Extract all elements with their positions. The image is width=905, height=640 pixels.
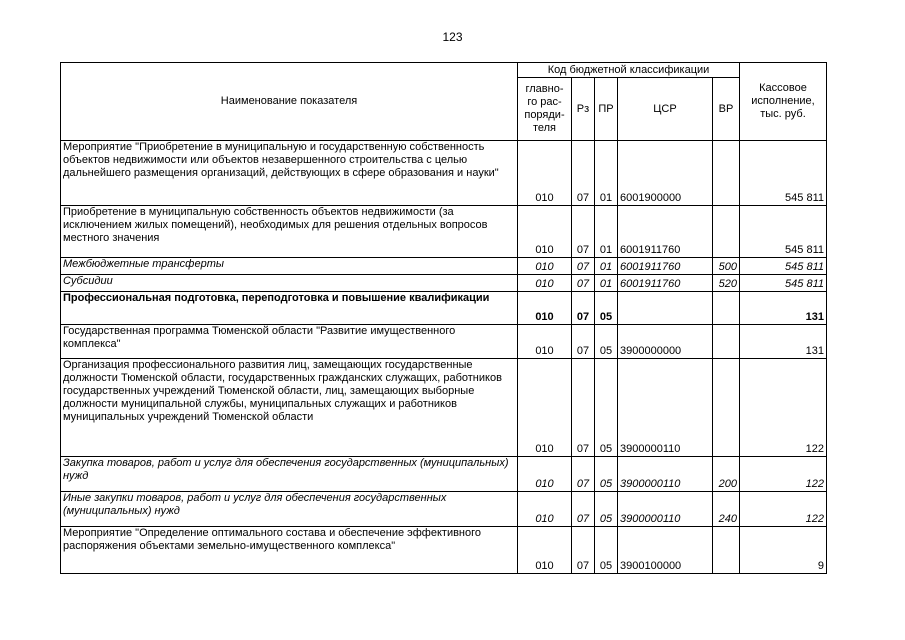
row-rz-code: 07 bbox=[572, 141, 595, 206]
row-rz-code: 07 bbox=[572, 206, 595, 258]
row-csr-code: 3900000110 bbox=[618, 492, 713, 527]
row-gr-code: 010 bbox=[518, 527, 572, 574]
table-row bbox=[61, 457, 827, 492]
row-gr-code: 010 bbox=[518, 258, 572, 275]
row-amount: 131 bbox=[740, 292, 827, 325]
table-row bbox=[61, 141, 827, 206]
row-rz-code: 07 bbox=[572, 359, 595, 457]
row-vr-code: 500 bbox=[713, 258, 740, 275]
row-csr-code: 6001911760 bbox=[618, 258, 713, 275]
row-csr-code: 3900000110 bbox=[618, 359, 713, 457]
row-pr-code: 05 bbox=[595, 292, 618, 325]
row-pr-code: 05 bbox=[595, 457, 618, 492]
row-rz-code: 07 bbox=[572, 492, 595, 527]
row-name: Межбюджетные трансферты bbox=[61, 258, 518, 275]
table-row bbox=[61, 275, 827, 292]
row-amount: 545 811 bbox=[740, 141, 827, 206]
row-csr-code: 6001911760 bbox=[618, 206, 713, 258]
row-csr-code: 6001900000 bbox=[618, 141, 713, 206]
row-vr-code bbox=[713, 292, 740, 325]
header-vr: ВР bbox=[713, 78, 740, 141]
row-name: Государственная программа Тюменской области "Развитие имущественного комплекса" bbox=[61, 325, 518, 359]
row-amount: 122 bbox=[740, 492, 827, 527]
row-amount: 545 811 bbox=[740, 206, 827, 258]
row-name: Иные закупки товаров, работ и услуг для обеспечения государственных (муниципальных) нужд bbox=[61, 492, 518, 527]
row-name: Мероприятие "Определение оптимального состава и обеспечение эффективного распоряжения объектами земельно-имущественного комплекса" bbox=[61, 527, 518, 574]
row-rz-code: 07 bbox=[572, 457, 595, 492]
row-pr-code: 01 bbox=[595, 275, 618, 292]
row-name: Организация профессионального развития лиц, замещающих государственные должности Тюменской области, государственных гражданских служащих, работников государственных учреждений Тюменской области, лиц, замещающих выборные должности муниципальной службы, муниципальных служащих и работников муниципальных учреждений Тюменской области bbox=[61, 359, 518, 457]
row-vr-code: 240 bbox=[713, 492, 740, 527]
row-gr-code: 010 bbox=[518, 359, 572, 457]
row-gr-code: 010 bbox=[518, 457, 572, 492]
row-rz-code: 07 bbox=[572, 258, 595, 275]
row-gr-code: 010 bbox=[518, 275, 572, 292]
row-name: Мероприятие "Приобретение в муниципальную и государственную собственность объектов недвижимости или объектов незавершенного строительства с целью дальнейшего размещения организаций, действующих в сфере образования и науки" bbox=[61, 141, 518, 206]
row-amount: 545 811 bbox=[740, 258, 827, 275]
row-amount: 9 bbox=[740, 527, 827, 574]
row-amount: 131 bbox=[740, 325, 827, 359]
row-gr-code: 010 bbox=[518, 141, 572, 206]
table-row bbox=[61, 206, 827, 258]
row-amount: 122 bbox=[740, 359, 827, 457]
row-gr-code: 010 bbox=[518, 292, 572, 325]
page-number: 123 bbox=[442, 30, 463, 44]
row-name: Закупка товаров, работ и услуг для обеспечения государственных (муниципальных) нужд bbox=[61, 457, 518, 492]
row-pr-code: 01 bbox=[595, 141, 618, 206]
table-row bbox=[61, 492, 827, 527]
row-amount: 122 bbox=[740, 457, 827, 492]
table-row bbox=[61, 359, 827, 457]
row-vr-code bbox=[713, 206, 740, 258]
row-pr-code: 01 bbox=[595, 206, 618, 258]
row-pr-code: 05 bbox=[595, 527, 618, 574]
row-vr-code bbox=[713, 325, 740, 359]
row-rz-code: 07 bbox=[572, 292, 595, 325]
row-rz-code: 07 bbox=[572, 275, 595, 292]
row-vr-code bbox=[713, 141, 740, 206]
header-pr: ПР bbox=[595, 78, 618, 141]
row-gr-code: 010 bbox=[518, 492, 572, 527]
row-pr-code: 05 bbox=[595, 325, 618, 359]
header-budget-code: Код бюджетной классификации bbox=[518, 63, 740, 78]
row-pr-code: 05 bbox=[595, 359, 618, 457]
row-vr-code: 520 bbox=[713, 275, 740, 292]
row-gr-code: 010 bbox=[518, 206, 572, 258]
table-row bbox=[61, 292, 827, 325]
row-vr-code bbox=[713, 359, 740, 457]
row-rz-code: 07 bbox=[572, 325, 595, 359]
row-gr-code: 010 bbox=[518, 325, 572, 359]
row-csr-code: 3900000110 bbox=[618, 457, 713, 492]
row-csr-code: 3900000000 bbox=[618, 325, 713, 359]
table-row bbox=[61, 527, 827, 574]
row-name: Субсидии bbox=[61, 275, 518, 292]
row-csr-code: 3900100000 bbox=[618, 527, 713, 574]
table-row bbox=[61, 325, 827, 359]
table-body bbox=[61, 141, 827, 574]
header-csr: ЦСР bbox=[618, 78, 713, 141]
row-csr-code bbox=[618, 292, 713, 325]
header-glavn: главно-го рас-поряди-теля bbox=[518, 78, 572, 141]
table-row bbox=[61, 258, 827, 275]
row-rz-code: 07 bbox=[572, 527, 595, 574]
row-vr-code bbox=[713, 527, 740, 574]
row-pr-code: 05 bbox=[595, 492, 618, 527]
row-name: Приобретение в муниципальную собственность объектов недвижимости (за исключением жилых помещений), необходимых для решения отдельных вопросов местного значения bbox=[61, 206, 518, 258]
row-name: Профессиональная подготовка, переподготовка и повышение квалификации bbox=[61, 292, 518, 325]
row-vr-code: 200 bbox=[713, 457, 740, 492]
row-amount: 545 811 bbox=[740, 275, 827, 292]
header-name: Наименование показателя bbox=[61, 63, 518, 141]
budget-table bbox=[60, 62, 827, 574]
row-csr-code: 6001911760 bbox=[618, 275, 713, 292]
header-rz: Рз bbox=[572, 78, 595, 141]
header-kassa: Кассовое исполнение, тыс. руб. bbox=[740, 63, 827, 141]
row-pr-code: 01 bbox=[595, 258, 618, 275]
